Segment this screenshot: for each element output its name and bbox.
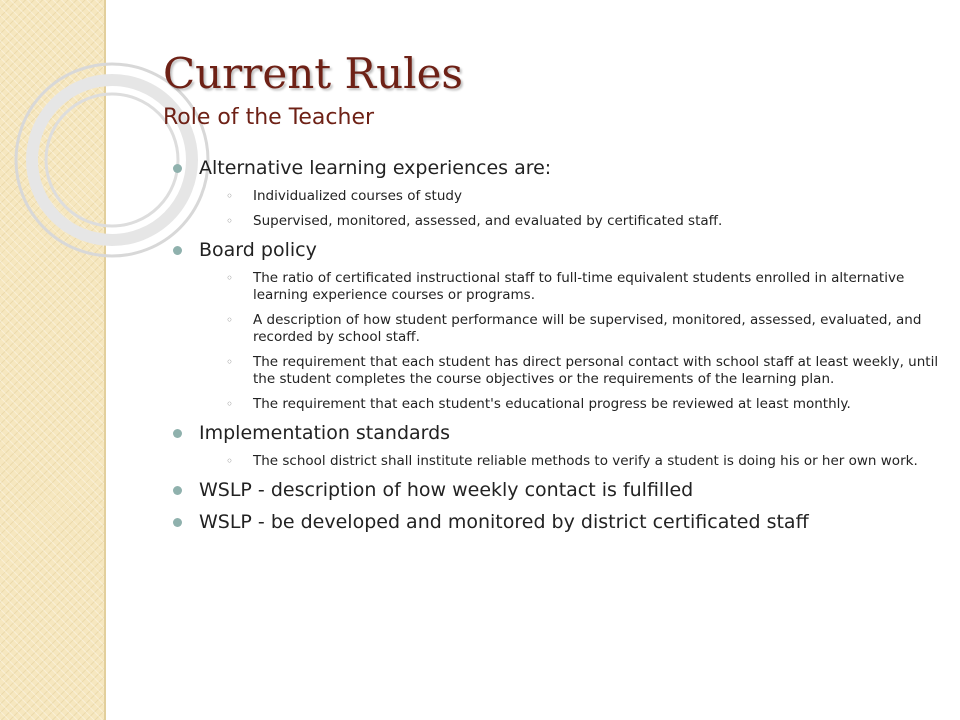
decorative-left-band bbox=[0, 0, 106, 720]
slide-title: Current Rules bbox=[163, 49, 463, 98]
title-block bbox=[163, 48, 463, 132]
ring-bullet-icon: ◦ bbox=[226, 189, 234, 203]
ring-bullet-icon: ◦ bbox=[226, 454, 234, 468]
sub-bullet: ◦ The ratio of certificated instructional staff to full-time equivalent students enrolled in alternative learning experience courses or programs. bbox=[226, 270, 905, 303]
bullet-dot-icon bbox=[173, 429, 182, 438]
sub-bullet: ◦ The requirement that each student has direct personal contact with school staff at least weekly, until the student completes the course objectives or the requirements of the learning plan. bbox=[226, 354, 939, 387]
slide-subtitle: Role of the Teacher bbox=[163, 105, 375, 130]
sub-bullet: ◦ Supervised, monitored, assessed, and evaluated by certificated staff. bbox=[226, 213, 723, 229]
sub-bullet: ◦ A description of how student performance will be supervised, monitored, assessed, evaluated, and recorded by school staff. bbox=[226, 312, 922, 345]
sub-bullet: ◦ The requirement that each student's educational progress be reviewed at least monthly. bbox=[226, 396, 851, 412]
ring-bullet-icon: ◦ bbox=[226, 214, 234, 228]
bullet-text: WSLP - description of how weekly contact is fulfilled bbox=[199, 479, 694, 501]
bullet-alternative-learning bbox=[172, 156, 942, 230]
sub-bullet: ◦ The school district shall institute reliable methods to verify a student is doing his or her own work. bbox=[226, 453, 918, 469]
bullet-dot-icon bbox=[173, 486, 182, 495]
sub-bullet: ◦ Individualized courses of study bbox=[226, 188, 462, 204]
bullet-dot-icon bbox=[173, 246, 182, 255]
slide-content bbox=[172, 156, 942, 534]
bullet-dot-icon bbox=[173, 518, 182, 527]
bullet-dot-icon bbox=[173, 164, 182, 173]
bullet-text: Implementation standards bbox=[199, 422, 451, 444]
ring-bullet-icon: ◦ bbox=[226, 271, 234, 285]
ring-bullet-icon: ◦ bbox=[226, 313, 234, 327]
bullet-wslp-weekly-contact bbox=[172, 478, 942, 502]
ring-bullet-icon: ◦ bbox=[226, 355, 234, 369]
bullet-wslp-certificated-staff bbox=[172, 510, 942, 534]
bullet-text: Board policy bbox=[199, 239, 317, 261]
bullet-text: WSLP - be developed and monitored by district certificated staff bbox=[199, 511, 809, 533]
bullet-board-policy bbox=[172, 238, 942, 413]
ring-bullet-icon: ◦ bbox=[226, 397, 234, 411]
bullet-implementation-standards bbox=[172, 421, 942, 470]
bullet-text: Alternative learning experiences are: bbox=[199, 157, 552, 179]
